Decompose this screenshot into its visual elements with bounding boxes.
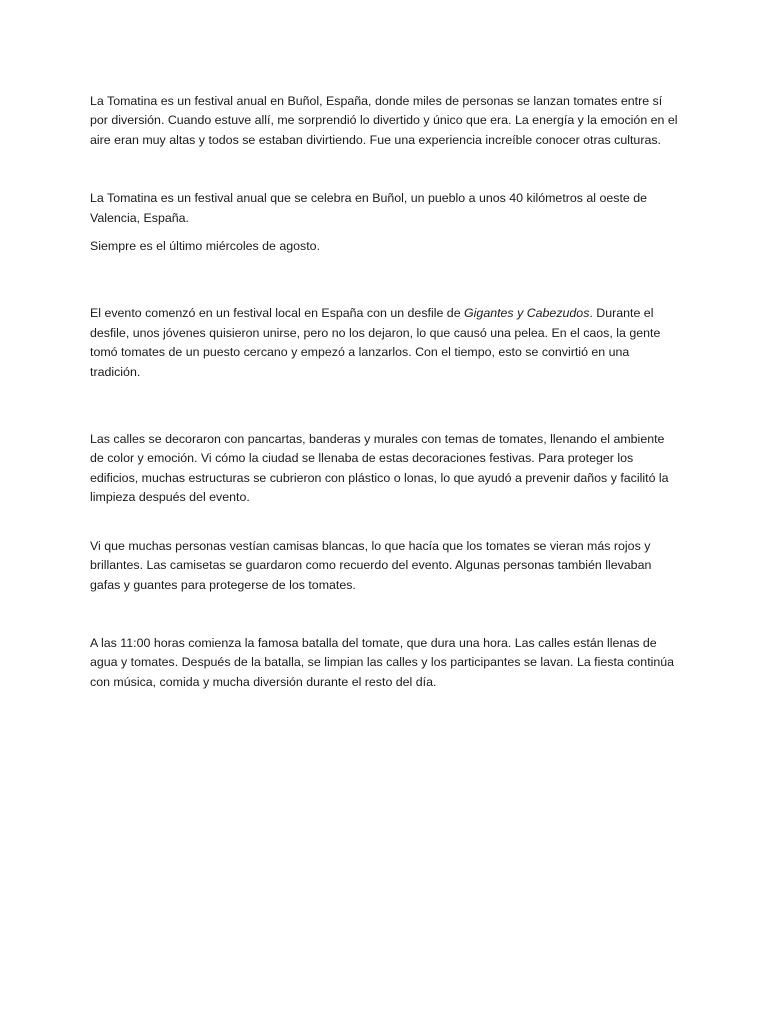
paragraph-origin-text-end: . Durante el desfile, unos jóvenes quisieron unirse, pero no los dejaron, lo que causó una pelea. En el caos, la gente tomó tomates de un puesto cercano y empezó a lanzarlos. Con el tiempo, esto se convirtió en una tradición. (90, 306, 661, 379)
paragraph-date: Siempre es el último miércoles de agosto. (90, 239, 321, 254)
paragraph-intro: La Tomatina es un festival anual en Buñol, España, donde miles de personas se lanzan tomates entre sí por diversión. Cuando estuve allí, me sorprendió lo divertido y único que era. La energía y la emoción en el aire eran muy altas y todos se estaban divirtiendo. Fue una experiencia increíble conocer otras culturas. (90, 94, 678, 147)
paragraph-location: La Tomatina es un festival anual que se celebra en Buñol, un pueblo a unos 40 kilómetros al oeste de Valencia, España. (90, 191, 648, 225)
paragraph-origin-text-start: El evento comenzó en un festival local en España con un desfile de (90, 306, 465, 321)
paragraph-clothing: Vi que muchas personas vestían camisas blancas, lo que hacía que los tomates se vieran más rojos y brillantes. Las camisetas se guardaron como recuerdo del evento. Algunas personas también llevaban gafas y guantes para protegerse de los tomates. (90, 538, 652, 592)
paragraph-origin-emphasis: Gigantes y Cabezudos (464, 306, 590, 321)
paragraph-origin (90, 304, 680, 382)
paragraph-battle: A las 11:00 horas comienza la famosa batalla del tomate, que dura una hora. Las calles están llenas de agua y tomates. Después de la batalla, se limpian las calles y los participantes se lavan. La fiesta continúa con música, comida y mucha diversión durante el resto del día. (90, 635, 675, 689)
paragraph-decorations: Las calles se decoraron con pancartas, banderas y murales con temas de tomates, llenando el ambiente de color y emoción. Vi cómo la ciudad se llenaba de estas decoraciones festivas. Para proteger los edificios, muchas estructuras se cubrieron con plástico o lonas, lo que ayudó a prevenir daños y facilitó la limpieza después del evento. (90, 432, 669, 505)
